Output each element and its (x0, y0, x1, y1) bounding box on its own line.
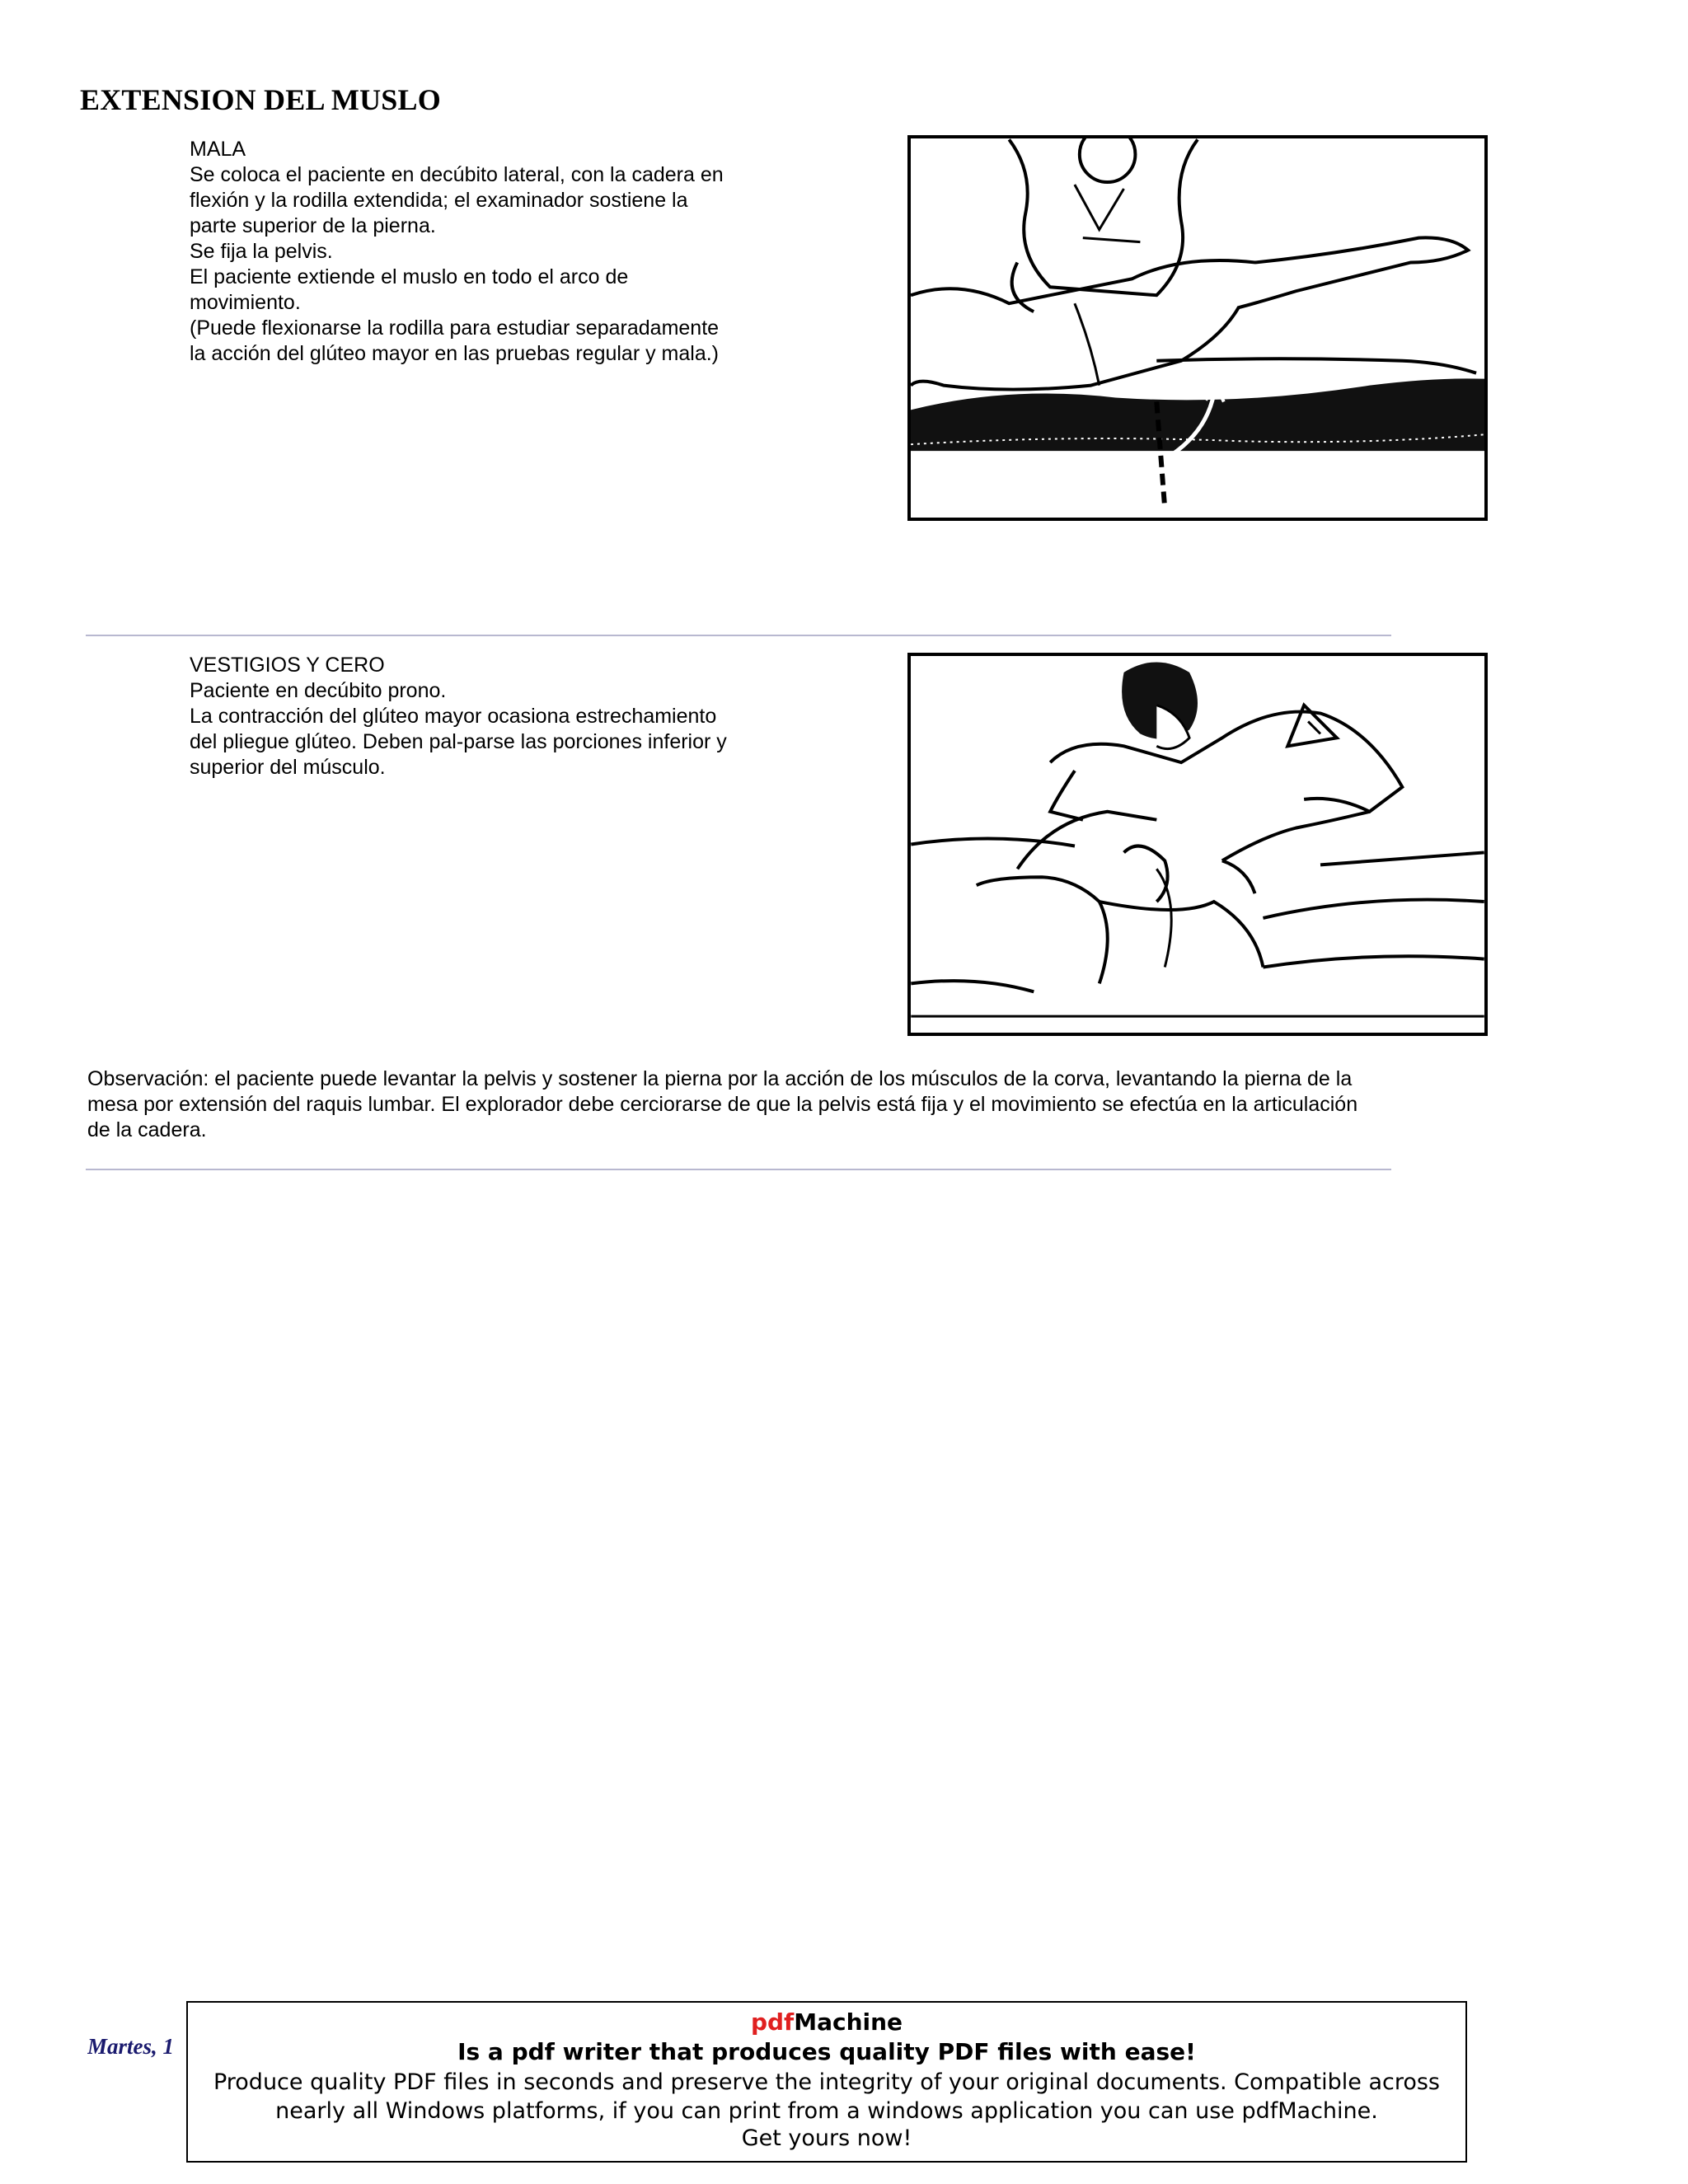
section-mala-text (190, 137, 783, 367)
text-line: La contracción del glúteo mayor ocasiona estrechamiento (190, 705, 717, 728)
text-line: mesa por extensión del raquis lumbar. El explorador debe cerciorarse de que la pelvis está fija y el movimiento se efectúa en la articulación (87, 1093, 1358, 1116)
section-heading-mala: MALA (190, 138, 246, 161)
illustration-prone-palpation (907, 653, 1488, 1036)
observation-paragraph (87, 1066, 1489, 1143)
text-line: Se fija la pelvis. (190, 240, 333, 263)
illustration-side-lying-hip-extension (907, 135, 1488, 521)
section-heading-vestigios: VESTIGIOS Y CERO (190, 654, 385, 677)
promo-body-line: Produce quality PDF files in seconds and preserve the integrity of your original documents. Compatible across (213, 2069, 1441, 2095)
text-line: Paciente en decúbito prono. (190, 679, 447, 702)
section-vestigios-text (190, 653, 783, 780)
text-line: Se coloca el paciente en decúbito lateral, con la cadera en (190, 163, 724, 186)
text-line: la acción del glúteo mayor en las pruebas regular y mala.) (190, 342, 720, 365)
figure-drawing-2 (911, 656, 1484, 1033)
pdfmachine-promo-box (186, 2001, 1467, 2163)
page-title: EXTENSION DEL MUSLO (80, 83, 441, 116)
footer-date: Martes, 1 (87, 2034, 175, 2059)
section-divider (86, 1169, 1391, 1170)
text-line: movimiento. (190, 291, 301, 314)
section-divider (86, 635, 1391, 636)
text-line: El paciente extiende el muslo en todo el arco de (190, 265, 629, 288)
promo-brand-pdf: pdf (750, 2008, 795, 2036)
figure-drawing-1 (911, 138, 1484, 518)
text-line: flexión y la rodilla extendida; el examinador sostiene la (190, 189, 688, 212)
text-line: del pliegue glúteo. Deben pal-parse las porciones inferior y (190, 730, 727, 753)
text-line: (Puede flexionarse la rodilla para estudiar separadamente (190, 316, 720, 340)
text-line: de la cadera. (87, 1118, 207, 1141)
promo-brand-machine: Machine (794, 2008, 903, 2036)
text-line: Observación: el paciente puede levantar la pelvis y sostener la pierna por la acción de los músculos de la corva, levantando la pierna de la (87, 1067, 1353, 1090)
promo-body-line: nearly all Windows platforms, if you can print from a windows application you can use pdfMachine. (275, 2098, 1378, 2124)
promo-cta-link[interactable]: Get yours now! (741, 2125, 912, 2151)
promo-tagline: Is a pdf writer that produces quality PDF files with ease! (457, 2038, 1196, 2065)
text-line: superior del músculo. (190, 756, 386, 779)
promo-brand[interactable] (188, 2008, 1465, 2037)
text-line: parte superior de la pierna. (190, 214, 436, 237)
